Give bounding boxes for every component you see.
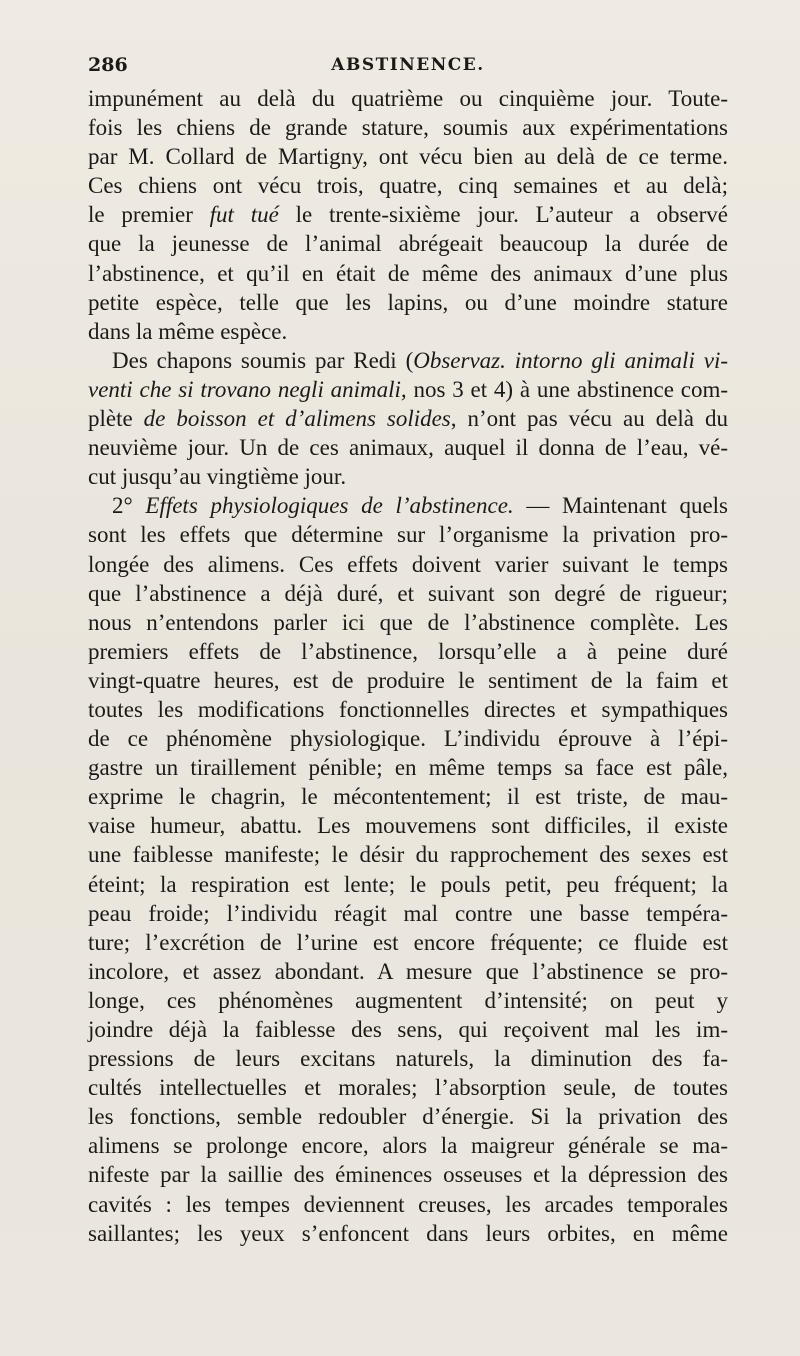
text-line	[88, 375, 728, 404]
text-line	[88, 462, 728, 491]
text-line	[88, 404, 728, 433]
text-run: petite espèce, telle que les lapins, ou d’une moindre stature	[88, 289, 728, 315]
text-line	[88, 317, 728, 346]
text-line	[88, 288, 728, 317]
text-line	[88, 840, 728, 869]
text-line	[88, 1131, 728, 1160]
italic-text: venti che si trovano negli animali,	[88, 376, 407, 402]
text-line	[88, 1160, 728, 1189]
text-line	[88, 899, 728, 928]
text-line	[88, 113, 728, 142]
text-run: dans la même espèce.	[88, 318, 288, 344]
text-run: vaise humeur, abattu. Les mouvemens sont difficiles, il existe	[88, 813, 728, 839]
text-run: le premier	[88, 202, 210, 228]
text-run: gastre un tiraillement pénible; en même temps sa face est pâle,	[88, 755, 728, 781]
text-line	[88, 200, 728, 229]
text-run: peau froide; l’individu réagit mal contre une basse tempéra-	[88, 900, 728, 926]
text-run: pressions de leurs excitans naturels, la diminution des fa-	[88, 1046, 728, 1072]
text-run: nos 3 et 4) à une abstinence com-	[406, 376, 729, 402]
text-run: impunément au delà du quatrième ou cinquième jour. Toute-	[88, 86, 728, 111]
text-line	[88, 1073, 728, 1102]
text-run: Des chapons soumis par Redi (	[112, 347, 414, 373]
text-run: l’abstinence, et qu’il en était de même des animaux d’une plus	[88, 260, 728, 286]
text-run: longée des alimens. Ces effets doivent varier suivant le temps	[88, 551, 728, 577]
text-line	[88, 1102, 728, 1131]
text-line	[88, 550, 728, 579]
text-line	[88, 695, 728, 724]
text-run: fois les chiens de grande stature, soumis aux expérimentations	[88, 115, 728, 141]
text-run: cultés intellectuelles et morales; l’absorption seule, de toutes	[88, 1075, 728, 1101]
text-line	[88, 520, 728, 549]
text-run: éteint; la respiration est lente; le pouls petit, peu fréquent; la	[88, 871, 728, 897]
text-line	[88, 346, 728, 375]
text-line	[88, 753, 728, 782]
text-run: joindre déjà la faiblesse des sens, qui reçoivent mal les im-	[88, 1017, 728, 1042]
text-run: que l’abstinence a déjà duré, et suivant son degré de rigueur;	[88, 580, 728, 606]
body-text	[88, 84, 728, 1248]
text-line	[88, 724, 728, 753]
text-line	[88, 782, 728, 811]
text-run: neuvième jour. Un de ces animaux, auquel il donna de l’eau, vé-	[88, 435, 728, 461]
text-line	[88, 608, 728, 637]
page-number: 286	[88, 54, 128, 76]
text-run: le trente-sixième jour. L’auteur a observé	[278, 202, 728, 228]
text-run: saillantes; les yeux s’enfoncent dans leurs orbites, en même	[88, 1220, 728, 1246]
text-line	[88, 491, 728, 520]
text-run: longe, ces phénomènes augmentent d’intensité; on peut y	[88, 987, 728, 1013]
text-run: nifeste par la saillie des éminences osseuses et la dépression des	[88, 1162, 728, 1188]
text-run: toutes les modifications fonctionnelles directes et sympathiques	[88, 696, 728, 722]
text-line	[88, 1219, 728, 1248]
text-run: que la jeunesse de l’animal abrégeait beaucoup la durée de	[88, 231, 728, 257]
text-run: une faiblesse manifeste; le désir du rapprochement des sexes est	[88, 842, 728, 868]
text-line	[88, 433, 728, 462]
text-run: premiers effets de l’abstinence, lorsqu’elle a à peine duré	[88, 638, 728, 664]
text-line	[88, 986, 728, 1015]
text-run: — Maintenant quels	[513, 493, 729, 519]
italic-text: de boisson et d’alimens solides	[143, 406, 451, 432]
text-run: nous n’entendons parler ici que de l’abstinence complète. Les	[88, 609, 728, 635]
text-line	[88, 637, 728, 666]
text-line	[88, 1190, 728, 1219]
text-run: cut jusqu’au vingtième jour.	[88, 464, 347, 490]
text-line	[88, 1015, 728, 1044]
text-run: par M. Collard de Martigny, ont vécu bien au delà de ce terme.	[88, 144, 728, 170]
text-run: exprime le chagrin, le mécontentement; il est triste, de mau-	[88, 784, 728, 810]
text-line	[88, 1044, 728, 1073]
text-line	[88, 84, 728, 113]
text-line	[88, 928, 728, 957]
text-line	[88, 142, 728, 171]
text-run: vingt-quatre heures, est de produire le sentiment de la faim et	[88, 667, 728, 693]
text-line	[88, 957, 728, 986]
text-line	[88, 229, 728, 258]
text-line	[88, 666, 728, 695]
text-run: plète	[88, 406, 144, 432]
italic-text: Observaz. intorno gli animali vi-	[413, 347, 728, 373]
running-head: ABSTINENCE.	[331, 55, 485, 75]
text-run: alimens se prolonge encore, alors la maigreur générale se ma-	[88, 1133, 728, 1159]
italic-text: fut tué	[209, 202, 279, 228]
text-line	[88, 579, 728, 608]
text-run: incolore, et assez abondant. A mesure que l’abstinence se pro-	[88, 958, 728, 984]
text-line	[88, 870, 728, 899]
text-run: 2°	[112, 493, 146, 519]
text-run: les fonctions, semble redoubler d’énergie. Si la privation des	[88, 1104, 728, 1130]
text-run: , n’ont pas vécu au delà du	[450, 406, 728, 432]
text-run: cavités : les tempes deviennent creuses, les arcades temporales	[88, 1191, 728, 1217]
page-header	[88, 50, 728, 80]
italic-text: Effets physiologiques de l’abstinence.	[145, 493, 514, 519]
text-line	[88, 171, 728, 200]
text-line	[88, 259, 728, 288]
text-run: de ce phénomène physiologique. L’individu éprouve à l’épi-	[88, 726, 728, 752]
text-run: sont les effets que détermine sur l’organisme la privation pro-	[88, 522, 728, 548]
text-line	[88, 811, 728, 840]
text-run: Ces chiens ont vécu trois, quatre, cinq semaines et au delà;	[88, 173, 728, 199]
text-run: ture; l’excrétion de l’urine est encore fréquente; ce fluide est	[88, 929, 728, 955]
